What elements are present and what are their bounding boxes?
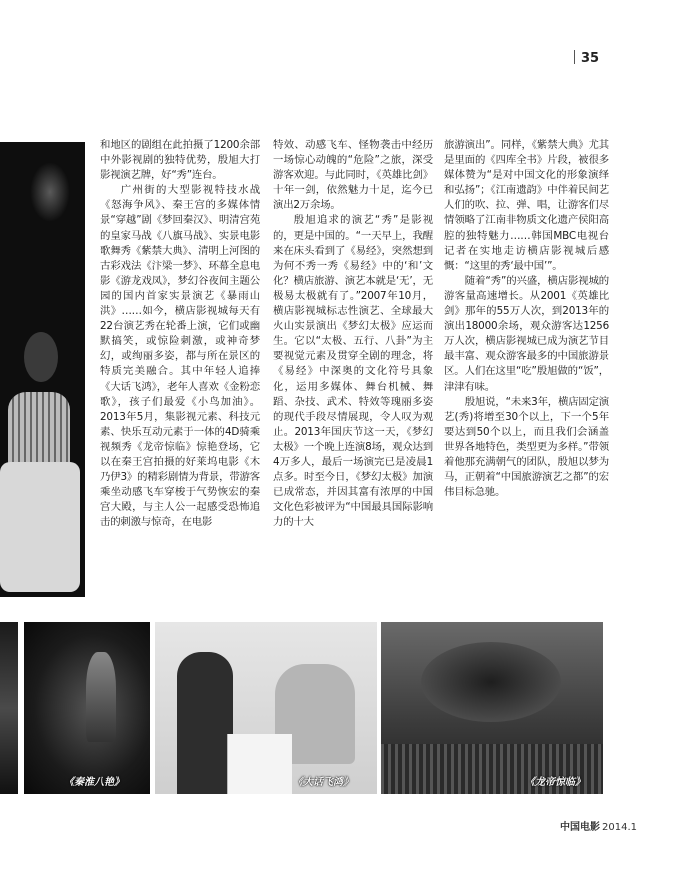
article-column-1 bbox=[100, 138, 260, 530]
page-footer bbox=[560, 818, 637, 833]
photo-longdi-jinglin bbox=[381, 622, 603, 794]
paragraph: 随着“秀”的兴盛，横店影视城的游客量高速增长。从2001《英雄比剑》那年的55万人次，到2013年的演出18000余场，观众游客达1256万人次，横店影视城已成为演艺节目最丰富、观众游客最多的中国旅游景区。人们在这里“吃”殷旭做的“饭”，津津有味。 bbox=[444, 274, 609, 393]
photo-visitor-with-bottle bbox=[0, 142, 85, 597]
paragraph: 旅游演出”。同样，《紫禁大典》尤其是里面的《四库全书》片段，被很多媒体赞为“是对中国文化的形象演绎和弘扬”；《江南遗韵》中伴着民间艺人们的吹、拉、弹、唱，让游客们尽情领略了江南非物质文化遗产侯阳高腔的独特魅力……韩国MBC电视台记者在实地走访横店影视城后感慨：“这里的秀‘最中国’”。 bbox=[444, 139, 609, 272]
photo-caption: 《大话飞鸿》 bbox=[293, 777, 353, 788]
page-number: 35 bbox=[574, 50, 599, 66]
magazine-name: 中国电影 bbox=[560, 822, 600, 833]
issue-number: 2014.1 bbox=[602, 822, 637, 833]
article-column-2 bbox=[273, 138, 433, 530]
paragraph: 和地区的剧组在此拍摄了1200余部中外影视剧的独特优势，殷旭大打影视演艺牌，好“秀”连台。 bbox=[100, 139, 260, 182]
article-column-3 bbox=[444, 138, 609, 500]
photo-caption: 《秦淮八艳》 bbox=[64, 777, 124, 788]
paragraph: 殷旭说，“未来3年，横店固定演艺(秀)将增至30个以上，下一个5年要达到50个以上，而且我们会涵盖世界各地特色，类型更为多样。”带领着他那充满朝气的团队，殷旭以梦为马，正朝着“中国旅游演艺之都”的宏伟目标急驰。 bbox=[444, 395, 609, 499]
photo-dahua-feihong bbox=[155, 622, 377, 794]
paragraph: 广州街的大型影视特技水战《怒海争风》、秦王宫的多媒体情景“穿越”剧《梦回秦汉》、明清宫苑的皇家马战《八旗马战》、实景电影歌舞秀《紫禁大典》、清明上河图的古彩戏法《汴梁一梦》、环幕全息电影《游龙戏凤》，梦幻谷夜间主题公园的国内首家实景演艺《暴雨山洪》……如今，横店影视城每天有22台演艺秀在轮番上演，它们或幽默搞笑，或惊险刺激，或神奇梦幻，或绚丽多姿，都与所在景区的特质完美融合。其中年轻人追捧《大话飞鸿》，老年人喜欢《金粉恋歌》，孩子们最爱《小鸟加油》。2013年5月，集影视元素、科技元素、快乐互动元素于一体的4D骑乘视频秀《龙帝惊临》惊艳登场，它以在秦王宫拍摄的好莱坞电影《木乃伊3》的精彩剧情为背景，带游客乘坐动感飞车穿梭于气势恢宏的秦宫大殿，与主人公一起感受恐怖追击的刺激与惊奇，在电影 bbox=[100, 184, 260, 529]
photo-qinhuai-bayan bbox=[24, 622, 150, 794]
paragraph: 特效、动感飞车、怪物袭击中经历一场惊心动魄的“危险”之旅，深受游客欢迎。与此同时，《英雄比剑》十年一剑，依然魅力十足，迄今已演出2万余场。 bbox=[273, 139, 433, 212]
page-number-divider bbox=[574, 50, 575, 64]
photo-caption: 《龙帝惊临》 bbox=[525, 777, 585, 788]
photo-strip-edge bbox=[0, 622, 18, 794]
paragraph: 殷旭追求的演艺“秀”是影视的，更是中国的。“一天早上，我醒来在床头看到了《易经》，突然想到为何不秀一秀《易经》中的‘和’文化？横店旅游、演艺本就是‘无’，无极易太极就有了。”2007年10月，横店影视城标志性演艺、全球最大火山实景演出《梦幻太极》应运而生。它以“太极、五行、八卦”为主要视觉元素及贯穿全剧的理念，将《易经》中深奥的文化符号具象化，运用多媒体、舞台机械、舞蹈、杂技、武术、特效等瑰丽多姿的现代手段尽情展现，令人叹为观止。2013年国庆节这一天，《梦幻太极》一个晚上连演8场，观众达到4万多人，最后一场演完已是凌晨1点多。时至今日，《梦幻太极》加演已成常态，并因其富有浓厚的中国文化色彩被评为“中国最具国际影响力的十大 bbox=[273, 214, 433, 529]
